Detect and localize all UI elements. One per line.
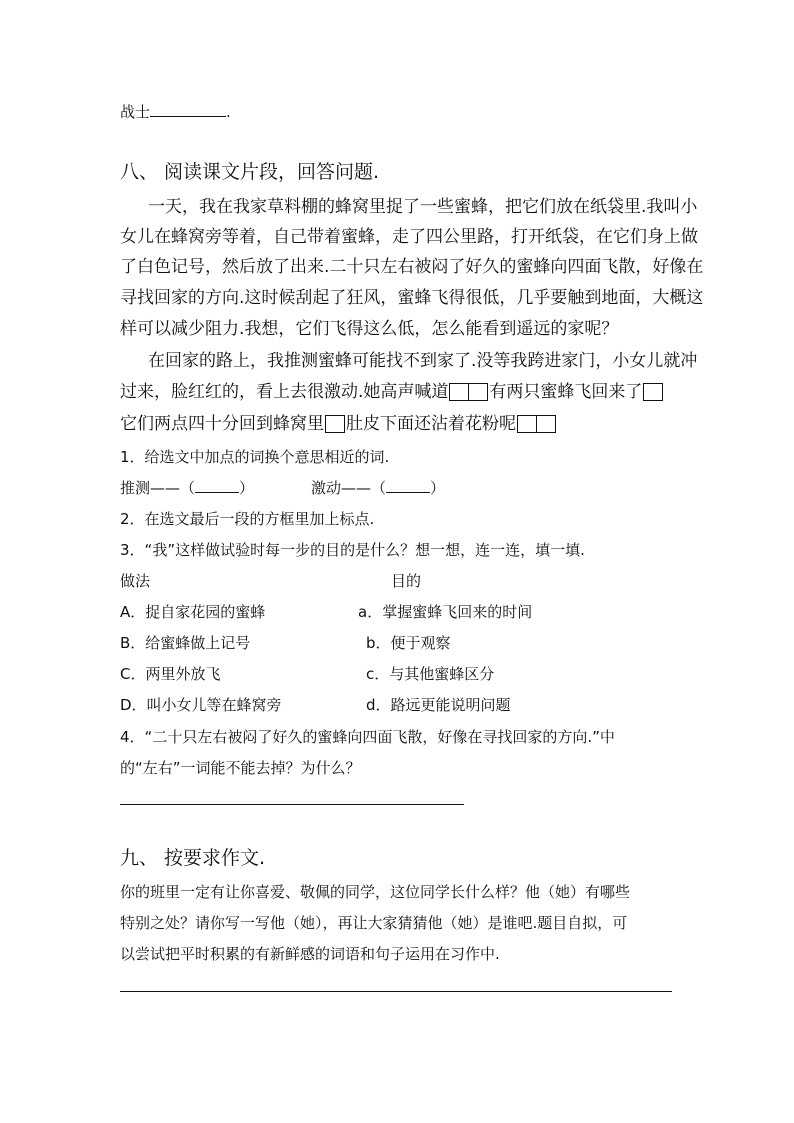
punct-box[interactable] — [517, 415, 537, 433]
question-1: 1．给选文中加点的词换个意思相近的词. — [120, 448, 390, 466]
q1-answer-a-blank[interactable] — [195, 478, 239, 493]
q1-word-a-label: 推测——（ — [120, 479, 196, 497]
essay-prompt-line-2: 特别之处？请你写一写他（她），再让大家猜猜他（她）是谁吧.题目自拟，可 — [120, 914, 628, 932]
passage-p2-line-2-b: 有两只蜜蜂飞回来了 — [489, 382, 643, 402]
passage-p2-line-3 — [120, 413, 557, 435]
punct-boxes-3 — [325, 413, 345, 435]
punct-box[interactable] — [536, 415, 556, 433]
passage-p1-line-3: 了白色记号，然后放了出来.二十只左右被闷了好久的蜜蜂向四面飞散，好像在 — [120, 257, 704, 277]
question-4-line-1: 4．“二十只左右被闷了好久的蜜蜂向四面飞散，好像在寻找回家的方向.”中 — [120, 728, 615, 746]
top-fill-period: . — [226, 103, 231, 121]
section-9-heading: 九、 按要求作文. — [120, 847, 266, 869]
column-header-method: 做法 — [120, 572, 151, 590]
section-8-heading: 八、 阅读课文片段，回答问题. — [120, 161, 380, 183]
top-fill-blank[interactable] — [150, 101, 226, 117]
top-fill-line — [120, 101, 231, 122]
question-4-line-2: 的“左右”一词能不能去掉？为什么？ — [120, 759, 361, 777]
essay-prompt-line-3: 以尝试把平时积累的有新鲜感的词语和句子运用在习作中. — [120, 945, 500, 963]
q1-word-b-label: 激动——（ — [311, 479, 387, 497]
passage-p2-line-3-a: 它们两点四十分回到蜂窝里 — [120, 414, 324, 434]
method-item-d[interactable]: D．叫小女儿等在蜂窝旁 — [120, 696, 282, 714]
passage-p2-line-2 — [120, 381, 664, 403]
q1-word-b-close: ） — [430, 479, 446, 497]
method-item-b[interactable]: B．给蜜蜂做上记号 — [120, 634, 251, 652]
q1-answer-a — [120, 478, 254, 498]
punct-boxes-4 — [517, 413, 556, 435]
essay-prompt-line-1: 你的班里一定有让你喜爱、敬佩的同学，这位同学长什么样？他（她）有哪些 — [120, 883, 631, 901]
passage-p1-line-4: 寻找回家的方向.这时候刮起了狂风，蜜蜂飞得很低，几乎要触到地面，大概这 — [120, 288, 704, 308]
punct-box[interactable] — [449, 383, 469, 401]
passage-p2-line-2-a: 过来，脸红红的，看上去很激动.她高声喊道 — [120, 382, 449, 402]
question-3: 3．“我”这样做试验时每一步的目的是什么？想一想，连一连，填一填. — [120, 541, 585, 559]
punct-boxes-2 — [643, 381, 663, 403]
punct-boxes-1 — [449, 381, 488, 403]
question-2: 2．在选文最后一段的方框里加上标点. — [120, 510, 375, 528]
purpose-item-a[interactable]: a．掌握蜜蜂飞回来的时间 — [358, 603, 533, 621]
q1-answer-b-blank[interactable] — [386, 478, 430, 493]
top-fill-text: 战士 — [120, 103, 151, 121]
passage-p1-line-2: 女儿在蜂窝旁等着，自己带着蜜蜂，走了四公里路，打开纸袋，在它们身上做 — [120, 227, 698, 247]
passage-p2-line-1: 在回家的路上，我推测蜜蜂可能找不到家了.没等我跨进家门，小女儿就冲 — [148, 351, 698, 371]
punct-box[interactable] — [325, 415, 345, 433]
punct-box[interactable] — [468, 383, 488, 401]
q4-answer-line[interactable] — [120, 804, 464, 805]
method-item-c[interactable]: C．两里外放飞 — [120, 665, 221, 683]
passage-p1-line-5: 样可以减少阻力.我想，它们飞得这么低，怎么能看到遥远的家呢？ — [120, 319, 619, 339]
method-item-a[interactable]: A．捉自家花园的蜜蜂 — [120, 603, 266, 621]
passage-p1-line-1: 一天，我在我家草料棚的蜂窝里捉了一些蜜蜂，把它们放在纸袋里.我叫小 — [148, 197, 698, 217]
column-header-purpose: 目的 — [391, 572, 422, 590]
passage-p2-line-3-b: 肚皮下面还沾着花粉呢 — [346, 414, 516, 434]
essay-answer-line[interactable] — [120, 991, 672, 992]
punct-box[interactable] — [643, 383, 663, 401]
q1-answer-b — [311, 478, 445, 498]
purpose-item-c[interactable]: c．与其他蜜蜂区分 — [366, 665, 495, 683]
purpose-item-b[interactable]: b．便于观察 — [366, 634, 451, 652]
purpose-item-d[interactable]: d．路远更能说明问题 — [366, 696, 511, 714]
q1-word-a-close: ） — [239, 479, 255, 497]
